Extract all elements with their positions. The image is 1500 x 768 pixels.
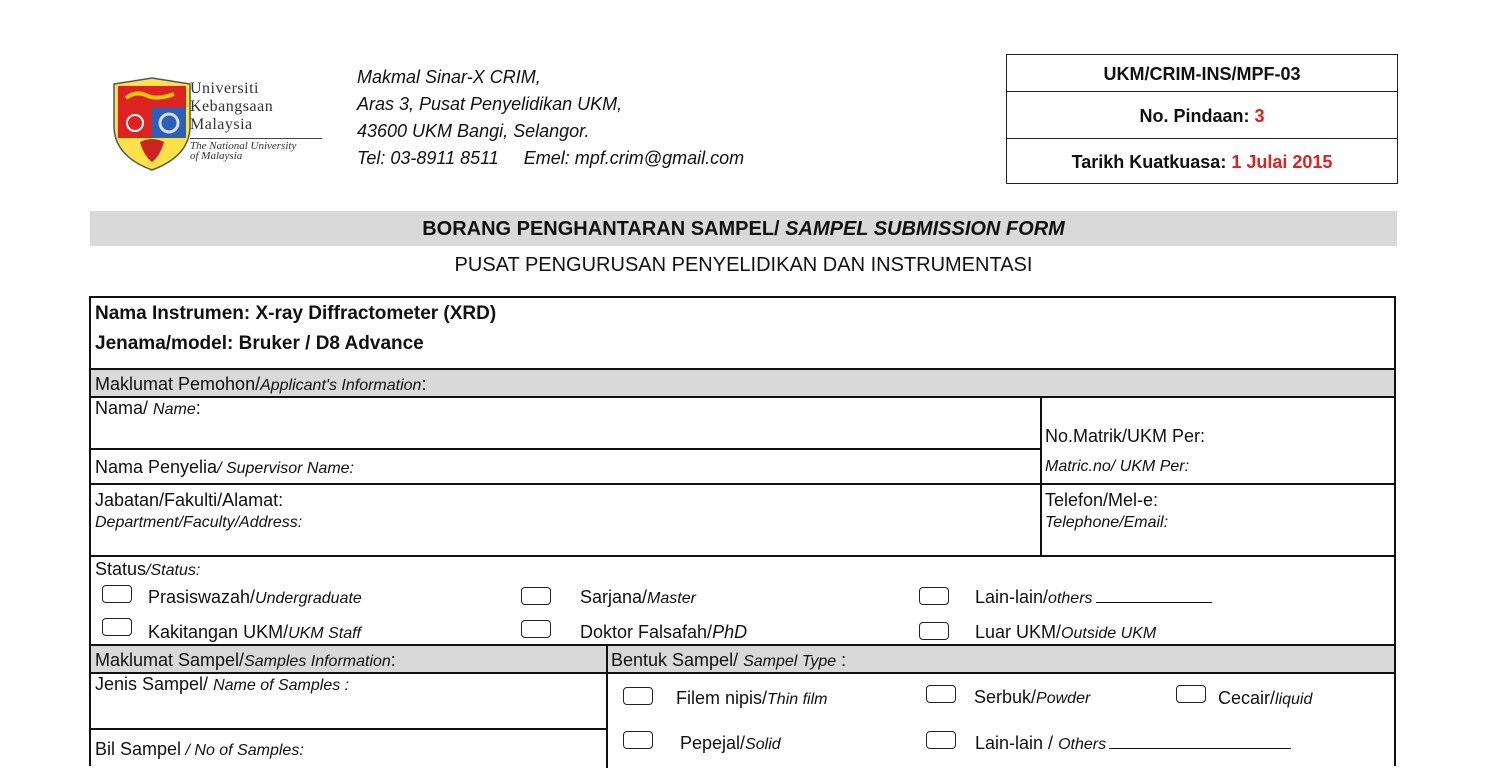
type-malay: Lain-lain / [975, 733, 1059, 753]
sample-type-header-malay: Bentuk Sampel/ [611, 650, 744, 670]
type-malay: Cecair/ [1218, 688, 1276, 708]
option-english: Undergraduate [255, 590, 362, 607]
supervisor-input[interactable] [93, 450, 1038, 482]
status-undergraduate-label [148, 587, 362, 608]
option-malay: Prasiswazah/ [148, 587, 256, 607]
type-english: Others [1058, 736, 1107, 753]
status-label [95, 559, 200, 580]
others-blank[interactable] [1096, 588, 1212, 603]
type-others-blank[interactable] [1109, 734, 1291, 749]
status-staff-checkbox[interactable] [102, 618, 132, 636]
form-title-malay: BORANG PENGHANTARAN SAMPEL/ [422, 218, 786, 240]
status-staff-label [148, 622, 361, 643]
status-others-checkbox[interactable] [919, 587, 949, 605]
supervisor-label-english: / Supervisor Name: [217, 460, 354, 477]
status-undergraduate-checkbox[interactable] [102, 585, 132, 603]
name-label-malay: Nama/ [95, 398, 154, 418]
lab-address [357, 64, 744, 172]
option-english: UKM Staff [288, 625, 361, 642]
effective-value: 1 Julai 2015 [1231, 152, 1333, 172]
type-english: Powder [1036, 690, 1091, 707]
type-malay: Pepejal/ [680, 733, 746, 753]
type-others-checkbox[interactable] [926, 731, 956, 749]
form-title [90, 211, 1397, 246]
phone-input[interactable] [1043, 485, 1393, 554]
samples-header-suffix: : [390, 650, 396, 670]
type-thin-film-label [676, 688, 827, 709]
address-line-4: Tel: 03-8911 8511 Emel: mpf.crim@gmail.com [357, 148, 745, 168]
option-english: Master [647, 590, 696, 607]
type-english: Thin film [767, 691, 828, 708]
option-malay: Sarjana/ [580, 587, 648, 607]
status-phd-label [580, 622, 747, 643]
type-others-label [975, 733, 1291, 754]
amendment [1007, 92, 1397, 139]
sample-name-input[interactable] [93, 694, 603, 726]
sample-name-label [95, 674, 349, 695]
phone-label-malay: Telefon/Mel-e: [1045, 490, 1159, 510]
divider [91, 728, 607, 730]
university-tagline-1: The National University [190, 140, 297, 152]
status-phd-checkbox[interactable] [521, 620, 551, 638]
type-liquid-checkbox[interactable] [1176, 685, 1206, 703]
type-powder-checkbox[interactable] [926, 685, 956, 703]
department-label-malay: Jabatan/Fakulti/Alamat: [95, 490, 284, 510]
university-line1: Universiti [190, 80, 259, 97]
option-english: PhD [712, 622, 748, 642]
applicant-header-malay: Maklumat Pemohon/ [95, 374, 261, 394]
samples-header-english: Samples Information [244, 653, 391, 670]
form-title-english: SAMPEL SUBMISSION FORM [785, 218, 1065, 240]
option-english: others [1048, 590, 1093, 607]
amendment-value: 3 [1254, 106, 1265, 126]
applicant-info-header [95, 374, 426, 395]
university-tagline [190, 138, 322, 161]
name-label-suffix: : [195, 398, 201, 418]
option-malay: Luar UKM/ [975, 622, 1062, 642]
instrument-name: Nama Instrumen: X-ray Diffractometer (XRD) [95, 303, 497, 324]
university-name [190, 80, 322, 161]
address-line-2: Aras 3, Pusat Penyelidikan UKM, [357, 94, 623, 114]
divider [91, 644, 1394, 646]
divider [91, 555, 1394, 557]
option-malay: Doktor Falsafah/ [580, 622, 713, 642]
status-others-label [975, 587, 1212, 608]
sample-count-malay: Bil Sampel [95, 739, 182, 759]
university-line2: Kebangsaan [190, 98, 274, 115]
effective-label: Tarikh Kuatkuasa: [1071, 152, 1227, 172]
matric-input[interactable] [1043, 398, 1393, 482]
applicant-header-english: Applicant's Information [260, 377, 422, 394]
document-info-box [1006, 54, 1398, 184]
divider [1040, 397, 1042, 556]
submission-form [89, 296, 1396, 766]
matric-label-english: Matric.no/ UKM Per: [1045, 458, 1190, 475]
phone-label-english: Telephone/Email: [1045, 514, 1169, 531]
type-solid-checkbox[interactable] [623, 731, 653, 749]
type-english: Solid [745, 736, 781, 753]
option-malay: Lain-lain/ [975, 587, 1049, 607]
type-liquid-label [1218, 688, 1312, 709]
samples-info-header [95, 650, 396, 671]
samples-header-malay: Maklumat Sampel/ [95, 650, 245, 670]
sample-type-header [611, 650, 846, 671]
status-master-label [580, 587, 696, 608]
name-field-label [95, 398, 201, 419]
amendment-label: No. Pindaan: [1139, 106, 1250, 126]
type-malay: Filem nipis/ [676, 688, 768, 708]
department-input[interactable] [93, 485, 1038, 554]
status-outside-label [975, 622, 1156, 643]
sample-name-english: Name of Samples : [213, 677, 350, 694]
supervisor-label-malay: Nama Penyelia [95, 457, 218, 477]
option-malay: Kakitangan UKM/ [148, 622, 289, 642]
type-english: liquid [1275, 691, 1313, 708]
sample-type-header-english: Sampel Type [743, 653, 837, 670]
status-label-malay: Status [95, 559, 147, 579]
department-label-english: Department/Faculty/Address: [95, 514, 303, 531]
matric-label-malay: No.Matrik/UKM Per: [1045, 426, 1206, 446]
type-malay: Serbuk/ [974, 687, 1037, 707]
university-line3: Malaysia [190, 116, 253, 133]
address-line-1: Makmal Sinar-X CRIM, [357, 67, 541, 87]
option-english: Outside UKM [1061, 625, 1157, 642]
doc-code: UKM/CRIM-INS/MPF-03 [1007, 55, 1397, 92]
name-input[interactable] [93, 418, 1038, 446]
type-solid-label [680, 733, 781, 754]
address-line-3: 43600 UKM Bangi, Selangor. [357, 121, 590, 141]
ukm-crest-icon [112, 76, 192, 172]
status-master-checkbox[interactable] [521, 587, 551, 605]
name-label-english: Name [153, 401, 196, 418]
effective-date [1007, 139, 1397, 183]
status-outside-checkbox[interactable] [919, 622, 949, 640]
status-label-english: /Status: [146, 562, 201, 579]
sample-type-header-suffix: : [836, 650, 847, 670]
type-powder-label [974, 687, 1090, 708]
applicant-header-suffix: : [421, 374, 427, 394]
instrument-brand: Jenama/model: Bruker / D8 Advance [95, 333, 424, 354]
sample-name-malay: Jenis Sampel/ [95, 674, 214, 694]
university-tagline-2: of Malaysia [190, 150, 243, 162]
sample-count-english: / No of Samples: [181, 742, 304, 759]
divider [91, 368, 1394, 370]
type-thin-film-checkbox[interactable] [623, 687, 653, 705]
form-subtitle: PUSAT PENGURUSAN PENYELIDIKAN DAN INSTRUMENTASI [454, 254, 1033, 276]
divider [606, 644, 608, 768]
